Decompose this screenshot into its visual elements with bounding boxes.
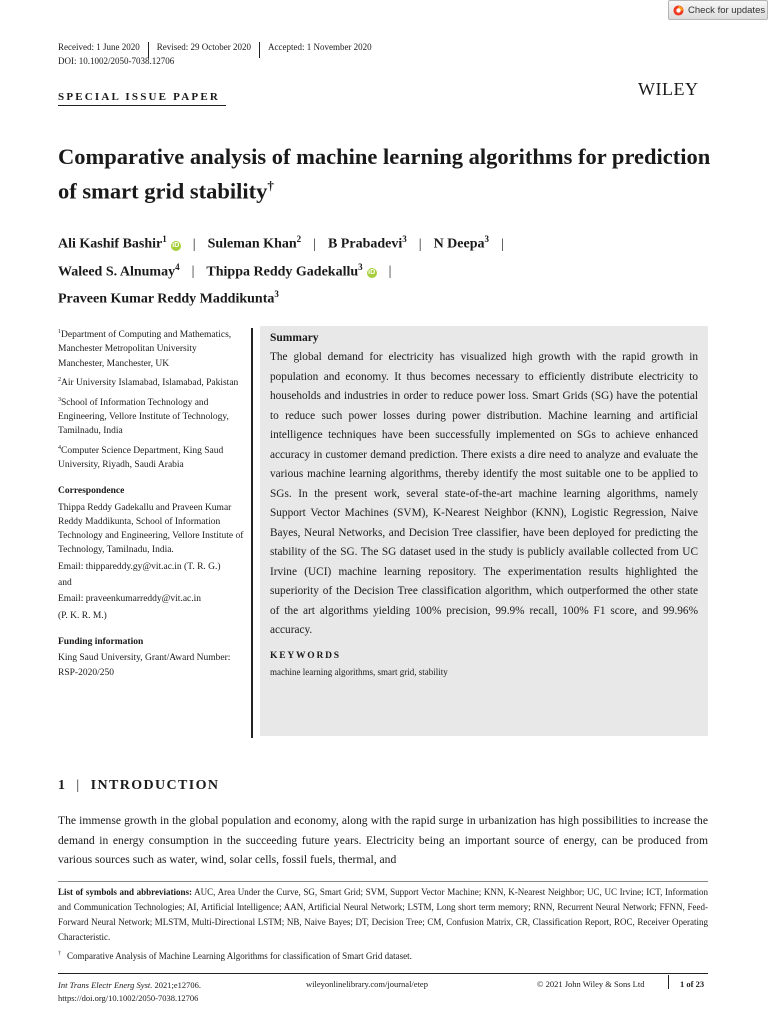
- footnote-rule: [58, 881, 708, 882]
- publisher-logo: WILEY: [638, 79, 699, 99]
- affiliation: $^2$Air University Islamabad, Islamabad, Pakistan: [58, 377, 239, 389]
- journal-citation: 2021;e12706.: [152, 980, 201, 990]
- author-separator: |: [191, 264, 195, 280]
- received-date: Received: 1 June 2020: [58, 42, 140, 52]
- affiliation: $^1$Department of Computing and Mathematics, Manchester Metropolitan University Manchester, Manchester, UK: [58, 329, 232, 369]
- correspondence-and: and: [58, 578, 72, 589]
- revised-date: Revised: 29 October 2020: [156, 42, 251, 52]
- author-separator: |: [313, 236, 316, 252]
- author-name[interactable]: Suleman Khan: [207, 236, 297, 252]
- footer-doi-link[interactable]: https://doi.org/10.1002/2050-7038.12706: [58, 993, 199, 1003]
- section-label: SPECIAL ISSUE PAPER: [58, 91, 221, 103]
- copyright: © 2021 John Wiley & Sons Ltd: [537, 979, 645, 989]
- keywords-text: machine learning algorithms, smart grid, stability: [270, 666, 448, 677]
- doi[interactable]: DOI: 10.1002/2050-7038.12706: [58, 56, 175, 66]
- author-affiliation: 3: [274, 289, 279, 300]
- author-affiliation: 3: [484, 234, 489, 244]
- correspondence-email[interactable]: Email: thippareddy.gy@vit.ac.in (T. R. G.): [58, 561, 221, 572]
- funding-text: King Saud University, Grant/Award Number: RSP-2020/250: [58, 653, 231, 678]
- author-separator: |: [501, 236, 504, 252]
- footer-rule: [58, 973, 708, 974]
- page-number: 1 of 23: [680, 979, 705, 989]
- dagger-mark: †: [58, 951, 61, 957]
- section-underline: [58, 105, 226, 106]
- section-number: 1: [58, 778, 67, 793]
- article-dates: [58, 39, 372, 55]
- paper-title: [58, 142, 718, 206]
- summary-heading: Summary: [270, 332, 319, 344]
- section-heading: [58, 778, 219, 794]
- funding-heading: Funding information: [58, 636, 144, 647]
- title-text: Comparative analysis of machine learning algorithms for prediction of smart grid stability: [58, 144, 711, 204]
- orcid-icon[interactable]: iD: [368, 269, 376, 277]
- author-name[interactable]: B Prabadevi: [327, 236, 403, 252]
- correspondence-heading: Correspondence: [58, 486, 125, 497]
- author-name[interactable]: Ali Kashif Bashir: [58, 236, 163, 252]
- check-for-updates-button[interactable]: [668, 0, 768, 20]
- author-affiliation: 4: [175, 261, 180, 272]
- author-affiliation: 3: [358, 261, 363, 272]
- author-line: [58, 283, 718, 311]
- affiliation: $^3$School of Information Technology and Engineering, Vellore Institute of Technology, Tamilnadu, India: [58, 396, 229, 437]
- affiliation-column: [58, 325, 244, 682]
- abbreviations-label: List of symbols and abbreviations:: [58, 887, 192, 897]
- journal-name: Int Trans Electr Energ Syst.: [58, 980, 153, 990]
- date-divider: [259, 42, 260, 58]
- column-divider: [251, 328, 253, 738]
- correspondence-text: Thippa Reddy Gadekallu and Praveen Kumar Reddy Maddikunta, School of Information Technology and Engineering, Vellore Institute of Technology, Tamilnadu, India.: [58, 502, 244, 556]
- title-footnote-mark: †: [267, 178, 274, 193]
- abbreviations-text: AUC, Area Under the Curve, SG, Smart Grid; SVM, Support Vector Machine; KNN, K-Nearest Neighbor; UC, UC Irvine; ICT, Information and Communication Technologies; AI, Artificial Intelligence; AAN, Artificial Neural Network; LSTM, Long short term memory; RNN, Recurrent Neural Network; FFNN, Feed-Forward Neural Network; MLSTM, Multi-Directional LSTM; NB, Naive Bayes; DT, Decision Tree; CM, Confusion Matrix, CR, Classification Report, ROC, Receiver Operating Characteristic.: [58, 887, 708, 942]
- check-for-updates-label: Check for updates: [688, 4, 766, 16]
- summary-box: [260, 326, 708, 736]
- footer-divider: [668, 975, 669, 989]
- summary-text: The global demand for electricity has visualized high growth with the rapid growth in population and economy. It thus becomes necessary to efficiently distribute electricity to households and industries in order to reduce power loss. Smart Grids (SG) have the potential to reduce such power losses during power distribution. Machine learning and artificial intelligence techniques have been successfully implemented on SGs to achieve enhanced accuracy in customer demand prediction. There exists a dire need to analyze and evaluate the various machine learning algorithms, thereby identify the most suitable one to be applied to SGs. In the present work, several state-of-the-art machine learning algorithms, namely Support Vector Machines (SVM), K-Nearest Neighbor (KNN), Logistic Regression, Naive Bayes, Neural Networks, and Decision Tree classifier, have been deployed for predicting the stability of the SG. The SG dataset used in the study is publicly available collected from UC Irvine (UCI) machine learning repository. The experimentation results highlighted the superiority of the Decision Tree classification algorithm, which outperformed the other state of the art algorithms yielding 100% precision, 99.9% recall, 100% F1 score, and 99.96% accuracy.: [270, 351, 698, 636]
- correspondence-email[interactable]: Email: praveenkumarreddy@vit.ac.in: [58, 594, 202, 605]
- affiliation: $^4$Computer Science Department, King Saud University, Riyadh, Saudi Arabia: [58, 444, 224, 470]
- footer-citation: [58, 979, 201, 1005]
- footer-journal-line: [58, 979, 201, 992]
- author-name[interactable]: Thippa Reddy Gadekallu: [206, 264, 359, 280]
- title-footnote-text: Comparative Analysis of Machine Learning Algorithms for classification of Smart Grid dataset.: [67, 951, 412, 961]
- abbreviations-footnote: [58, 885, 708, 945]
- accepted-date: Accepted: 1 November 2020: [267, 42, 372, 52]
- author-name[interactable]: Waleed S. Alnumay: [58, 264, 176, 280]
- author-name[interactable]: N Deepa: [433, 236, 485, 252]
- keywords-heading: KEYWORDS: [270, 650, 341, 661]
- author-affiliation: 3: [402, 234, 407, 244]
- crossmark-icon: [673, 5, 684, 16]
- author-name[interactable]: Praveen Kumar Reddy Maddikunta: [58, 291, 275, 307]
- section-title: INTRODUCTION: [90, 778, 220, 793]
- author-affiliation: 1: [162, 234, 167, 244]
- author-list: [58, 228, 718, 311]
- author-separator: |: [418, 236, 422, 252]
- author-separator: |: [192, 236, 196, 252]
- correspondence-initials: (P. K. R. M.): [58, 610, 107, 621]
- orcid-icon[interactable]: iD: [172, 241, 180, 249]
- journal-url-link[interactable]: wileyonlinelibrary.com/journal/etep: [306, 979, 428, 989]
- author-line: [58, 228, 718, 256]
- heading-separator: |: [76, 778, 81, 793]
- intro-paragraph: The immense growth in the global population and economy, along with the rapid surge in urbanization has high possibilities to increase the demand in energy consumption in the succeeding future years. Electricity being an important source of energy, can be produced from various sources such as water, wind, solar cells, fossil fuels, thermal, and: [58, 814, 708, 866]
- author-separator: |: [388, 264, 392, 280]
- author-affiliation: 2: [296, 234, 302, 244]
- title-footnote: [58, 951, 708, 961]
- author-line: [58, 256, 718, 284]
